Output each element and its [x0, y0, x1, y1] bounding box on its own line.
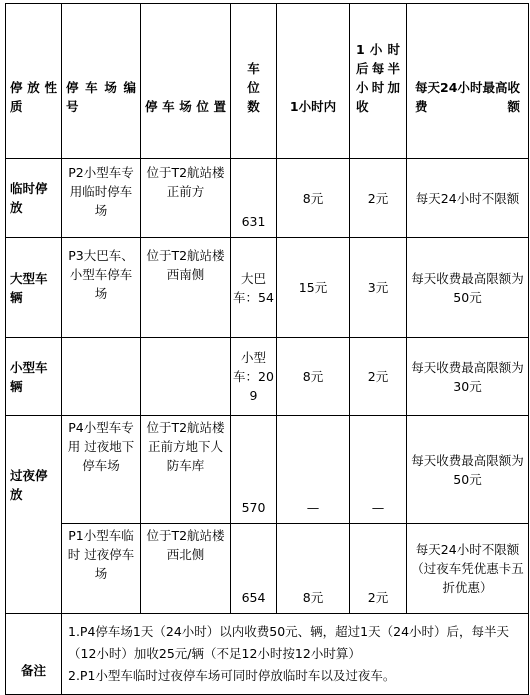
extra-cell: — [350, 416, 407, 524]
parking-fee-table [5, 3, 529, 695]
first-hour-cell: 8元 [277, 338, 350, 416]
remarks-content [62, 614, 529, 695]
table-row [6, 238, 529, 338]
lot-cell: P1小型车临时 过夜停车场 [62, 524, 141, 614]
daily-max-cell: 每天收费最高限额为30元 [407, 338, 529, 416]
nature-cell: 临时停放 [6, 159, 62, 238]
extra-cell: 2元 [350, 159, 407, 238]
location-cell: 位于T2航站楼正前方地下人防车库 [141, 416, 231, 524]
header-location: 停 车 场 位 置 [141, 4, 231, 159]
spaces-cell: 大巴车：54 [231, 238, 277, 338]
header-lot-number: 停 车 场 编 号 [62, 4, 141, 159]
header-daily-max: 每天24小时最高收费额 [407, 4, 529, 159]
extra-cell: 2元 [350, 524, 407, 614]
table-row [6, 338, 529, 416]
spaces-cell: 570 [231, 416, 277, 524]
table-row [6, 159, 529, 238]
first-hour-cell: — [277, 416, 350, 524]
location-cell: 位于T2航站楼西北侧 [141, 524, 231, 614]
nature-cell: 大型车辆 [6, 238, 62, 338]
lot-cell: P4小型车专用 过夜地下停车场 [62, 416, 141, 524]
spaces-cell: 小型车：209 [231, 338, 277, 416]
remark-line-1: 1.P4停车场1天（24小时）以内收费50元、辆，超过1天（24小时）后，每半天（12小时）加收25元/辆（不足12小时按12小时算） [68, 624, 510, 661]
lot-cell: P3大巴车、小型车停车场 [62, 238, 141, 338]
header-nature: 停 放 性 质 [6, 4, 62, 159]
first-hour-cell: 8元 [277, 524, 350, 614]
remarks-row [6, 614, 529, 695]
nature-cell: 过夜停放 [6, 416, 62, 614]
header-first-hour: 1小时内 [277, 4, 350, 159]
daily-max-cell: 每天收费最高限额为50元 [407, 238, 529, 338]
spaces-cell: 631 [231, 159, 277, 238]
extra-cell: 2元 [350, 338, 407, 416]
location-cell: 位于T2航站楼正前方 [141, 159, 231, 238]
first-hour-cell: 15元 [277, 238, 350, 338]
remark-line-2: 2.P1小型车临时过夜停车场可同时停放临时车以及过夜车。 [68, 668, 396, 683]
daily-max-cell: 每天收费最高限额为50元 [407, 416, 529, 524]
header-row [6, 4, 529, 159]
location-cell: 位于T2航站楼西南侧 [141, 238, 231, 338]
table-row [6, 524, 529, 614]
lot-cell-empty [62, 338, 141, 416]
daily-max-cell: 每天24小时不限额 [407, 159, 529, 238]
first-hour-cell: 8元 [277, 159, 350, 238]
remarks-label: 备注 [6, 614, 62, 695]
header-extra: 1小时后每半小时加收 [350, 4, 407, 159]
location-cell-empty [141, 338, 231, 416]
extra-cell: 3元 [350, 238, 407, 338]
lot-cell: P2小型车专用临时停车场 [62, 159, 141, 238]
table-row [6, 416, 529, 524]
spaces-cell: 654 [231, 524, 277, 614]
daily-max-cell: 每天24小时不限额（过夜车凭优惠卡五折优惠） [407, 524, 529, 614]
nature-cell: 小型车辆 [6, 338, 62, 416]
header-spaces: 车 位 数 [231, 4, 277, 159]
